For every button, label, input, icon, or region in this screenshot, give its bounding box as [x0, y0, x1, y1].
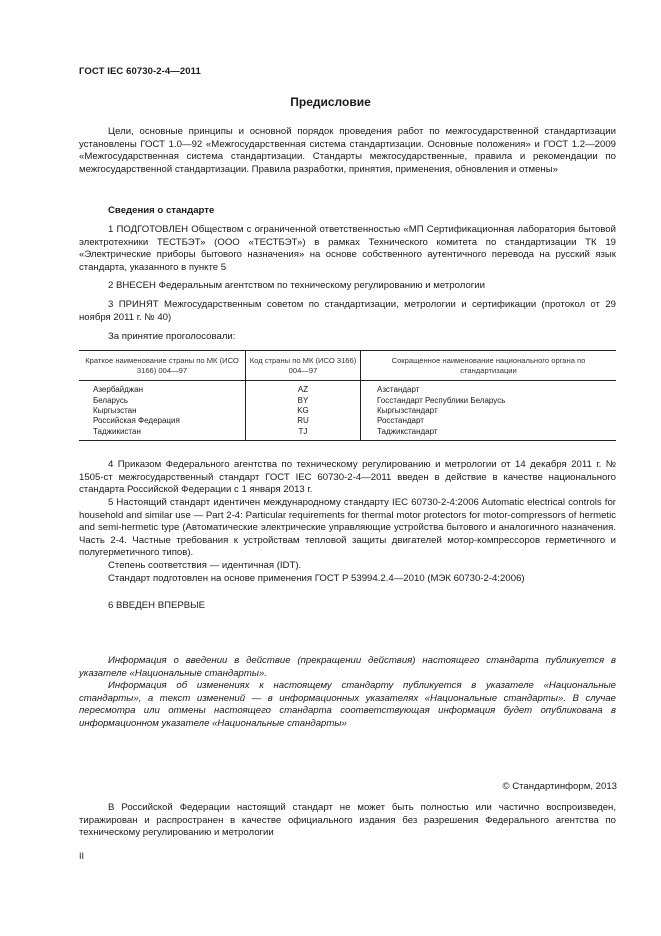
item-5-block [79, 497, 616, 585]
table-cell-authority: Росстандарт [361, 416, 617, 426]
table-cell-country: Кыргызстан [93, 406, 137, 415]
item-5-degree: Степень соответствия — идентичная (IDT). [108, 559, 302, 571]
notice-paragraph-1: Информация о введении в действие (прекращении действия) настоящего стандарта публикуется в указателе «Национальные стандарты». [79, 655, 616, 679]
rights-section [79, 802, 616, 840]
table-cell-country: Российская Федерация [93, 416, 180, 426]
info-heading: Сведения о стандарте [108, 205, 215, 216]
table-cell-country: Беларусь [93, 395, 128, 405]
copyright-notice: © Стандартинформ, 2013 [502, 781, 617, 792]
table-row [79, 396, 616, 406]
notice-paragraph-2: Информация об изменениях к настоящему стандарту публикуется в указателе «Национальные стандарты», а текст изменений — в информационных указателях «Национальные стандарты». В случае пересмотра или отмены настоящего стандарта соответствующая информация будет опубликована в информационном указателе «Национальные стандарты» [79, 680, 616, 729]
voted-block [79, 331, 616, 344]
intro-paragraph: Цели, основные принципы и основной порядок проведения работ по межгосударственной стандартизации установлены ГОСТ 1.0—92 «Межгосударственная система стандартизации. Основные положения» и ГОСТ 1.2—2009 «Межгосударственная система стандартизации. Стандарты межгосударственные, правила и рекомендации по межгосударственной стандартизации. Правила разработки, принятия, применения, обновления и отмены» [79, 126, 616, 175]
item-6-block [79, 600, 616, 613]
intro-section [79, 126, 616, 176]
rights-paragraph: В Российской Федерации настоящий стандарт не может быть полностью или частично воспроизведен, тиражирован и распространен в качестве официального издания без разрешения Федерального агентства по техническому регулированию и метрологии [79, 802, 616, 839]
info-heading-block [79, 205, 616, 218]
notice-section [79, 655, 616, 731]
table-cell-authority: Азстандарт [361, 381, 617, 396]
table-cell-code: AZ [246, 381, 361, 396]
item-4-block [79, 459, 616, 497]
table-row [79, 406, 616, 416]
item-3-paragraph: 3 ПРИНЯТ Межгосударственным советом по стандартизации, метрологии и сертификации (протокол от 29 ноября 2011 г. № 40) [79, 299, 616, 323]
page-number: II [79, 851, 85, 861]
item-3-block [79, 299, 616, 324]
voting-table [79, 350, 616, 441]
table-row [79, 427, 616, 441]
item-6-paragraph: 6 ВВЕДЕН ВПЕРВЫЕ [108, 600, 206, 611]
document-code-header: ГОСТ IEC 60730-2-4—2011 [79, 66, 201, 77]
item-5-paragraph: 5 Настоящий стандарт идентичен международному стандарту IEC 60730-2-4:2006 Automatic electrical controls for household and similar use — Part 2-4: Particular requirements for thermal motor protectors for motor-compressors of hermetic and semi-hermetic type (Автоматические электрические управляющие устройства бытового и аналогичного назначения. Часть 2-4. Частные требования к устройствам тепловой защиты двигателей мотор-компрессоров герметичного и полугерметичного типов). [79, 497, 616, 559]
item-5-base: Стандарт подготовлен на основе применения ГОСТ Р 53994.2.4—2010 (МЭК 60730-2-4:2006) [108, 572, 525, 584]
item-1-paragraph: 1 ПОДГОТОВЛЕН Обществом с ограниченной ответственностью «МП Сертификационная лаборатория бытовой электротехники ТЕСТБЭТ» (ООО «ТЕСТБЭТ») в рамках Технического комитета по стандартизации ТК 19 «Электрические приборы бытового назначения» на основе собственного аутентичного перевода на русский язык стандарта, указанного в пункте 5 [79, 224, 616, 273]
table-cell-code: RU [246, 416, 361, 426]
voted-label: За принятие проголосовали: [108, 331, 236, 342]
item-2-paragraph: 2 ВНЕСЕН Федеральным агентством по техническому регулированию и метрологии [108, 280, 486, 291]
table-cell-authority: Госстандарт Республики Беларусь [361, 396, 617, 406]
table-row [79, 381, 616, 396]
item-2-block [79, 280, 616, 293]
table-cell-code: KG [246, 406, 361, 416]
item-4-paragraph: 4 Приказом Федерального агентства по техническому регулированию и метрологии от 14 декабря 2011 г. № 1505-ст межгосударственный стандарт ГОСТ IEC 60730-2-4—2011 введен в действие в качестве национального стандарта Российской Федерации с 1 января 2013 г. [79, 459, 616, 496]
table-cell-authority: Кыргызстандарт [361, 406, 617, 416]
table-cell-code: BY [246, 396, 361, 406]
table-cell-authority: Таджикстандарт [361, 427, 617, 441]
table-header-code: Код страны по МК (ИСО 3166) 004—97 [246, 351, 361, 381]
table-header-country: Краткое наименование страны по МК (ИСО 3166) 004—97 [79, 351, 246, 381]
table-header-row [79, 351, 616, 381]
table-row [79, 416, 616, 426]
page-title: Предисловие [290, 95, 371, 109]
table-cell-country: Азербайджан [93, 385, 144, 395]
item-1-block [79, 224, 616, 274]
table-cell-country: Таджикистан [79, 427, 246, 441]
table-cell-code: TJ [246, 427, 361, 441]
table-header-authority: Сокращенное наименование национального органа по стандартизации [361, 351, 617, 381]
